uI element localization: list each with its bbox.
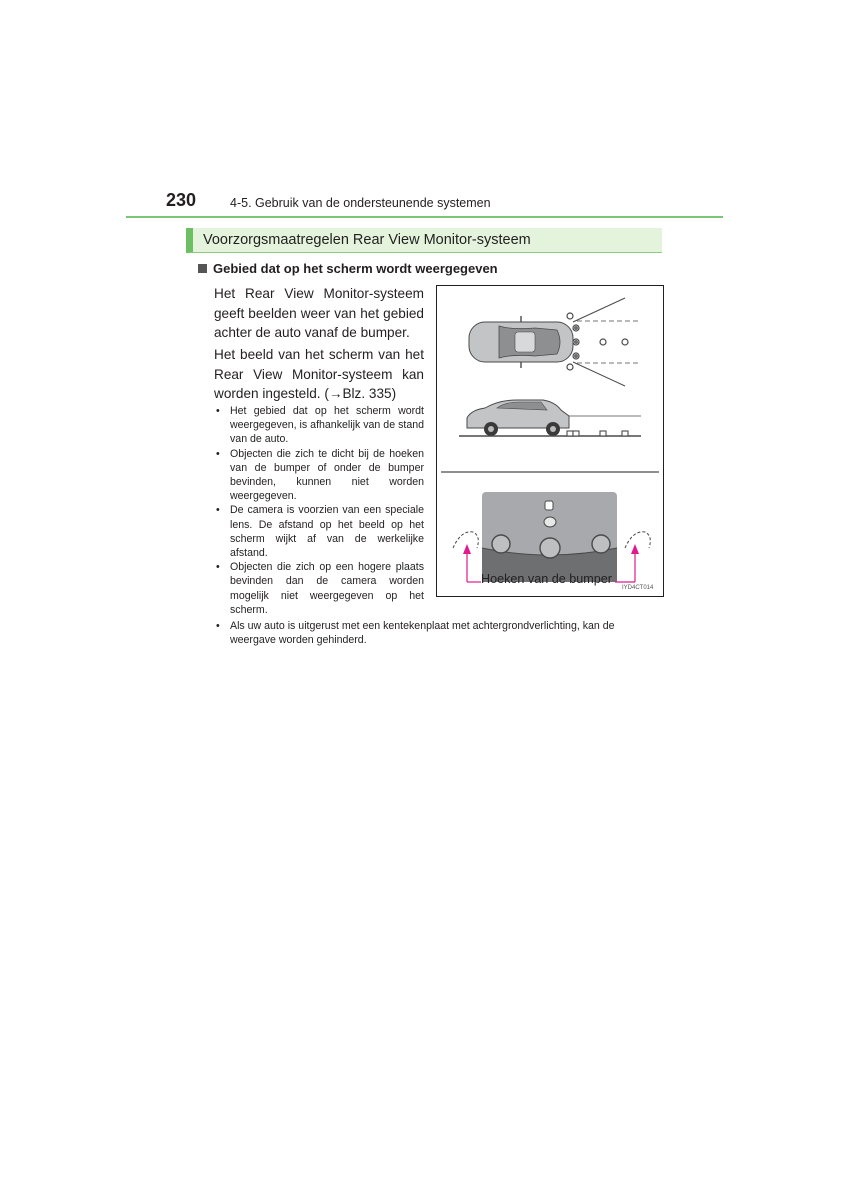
bullet-dot-icon: • (216, 561, 220, 574)
bullet-item (216, 503, 424, 560)
bullet-text: Objecten die zich te dicht bij de hoeken van de bumper of onder de bumper bevinden, kunnen niet worden weergegeven. (230, 447, 424, 503)
paragraph: Het Rear View Monitor-systeem geeft beelden weer van het gebied achter de auto vanaf de bumper. (214, 286, 424, 340)
car-side-view-icon (467, 400, 569, 436)
section-title: Voorzorgsmaatregelen Rear View Monitor-systeem (203, 232, 531, 248)
bullet-dot-icon: • (216, 504, 220, 517)
figure-illustration (437, 286, 665, 598)
bullet-text: Objecten die zich op een hogere plaats bevinden dan de camera worden mogelijk niet weergegeven op het scherm. (230, 561, 424, 616)
bullet-item (216, 404, 424, 447)
bullet-dot-icon: • (216, 620, 220, 632)
subheading (198, 261, 498, 276)
rear-view-monitor-figure (436, 285, 664, 597)
corner-right-dashed (625, 532, 650, 548)
header-rule (126, 216, 723, 218)
bullet-text: Als uw auto is uitgerust met een kentekenplaat met achtergrondverlichting, kan de weergave worden gehinderd. (230, 620, 615, 647)
corner-left-dashed (453, 532, 478, 548)
bullet-item (216, 447, 424, 504)
bullet-item (216, 619, 662, 647)
square-bullet-icon (198, 264, 207, 273)
figure-callout-label: Hoeken van de bumper (481, 572, 612, 586)
bullet-list (216, 404, 424, 617)
bullet-text: De camera is voorzien van een speciale lens. De afstand op het beeld op het scherm wijkt af van de werkelijke afstand. (230, 504, 424, 560)
bullet-item (216, 560, 424, 617)
subheading-text: Gebied dat op het scherm wordt weergegeven (213, 261, 498, 276)
figure-code: IYD4CT014 (622, 585, 654, 591)
bullet-dot-icon: • (216, 405, 220, 417)
bullet-dot-icon: • (216, 447, 220, 460)
page-number: 230 (166, 190, 197, 210)
monitor-screen (482, 492, 617, 582)
paragraph: Het beeld van het scherm van het Rear View Monitor-systeem kan worden ingesteld. (→Blz. 335) (214, 347, 424, 401)
car-top-view-icon (469, 316, 573, 368)
title-bar (186, 228, 662, 253)
bullet-text: Het gebied dat op het scherm wordt weergegeven, is afhankelijk van de stand van de auto. (230, 405, 424, 446)
marker-squares (567, 431, 628, 436)
section-label: 4-5. Gebruik van de ondersteunende systemen (230, 196, 491, 210)
